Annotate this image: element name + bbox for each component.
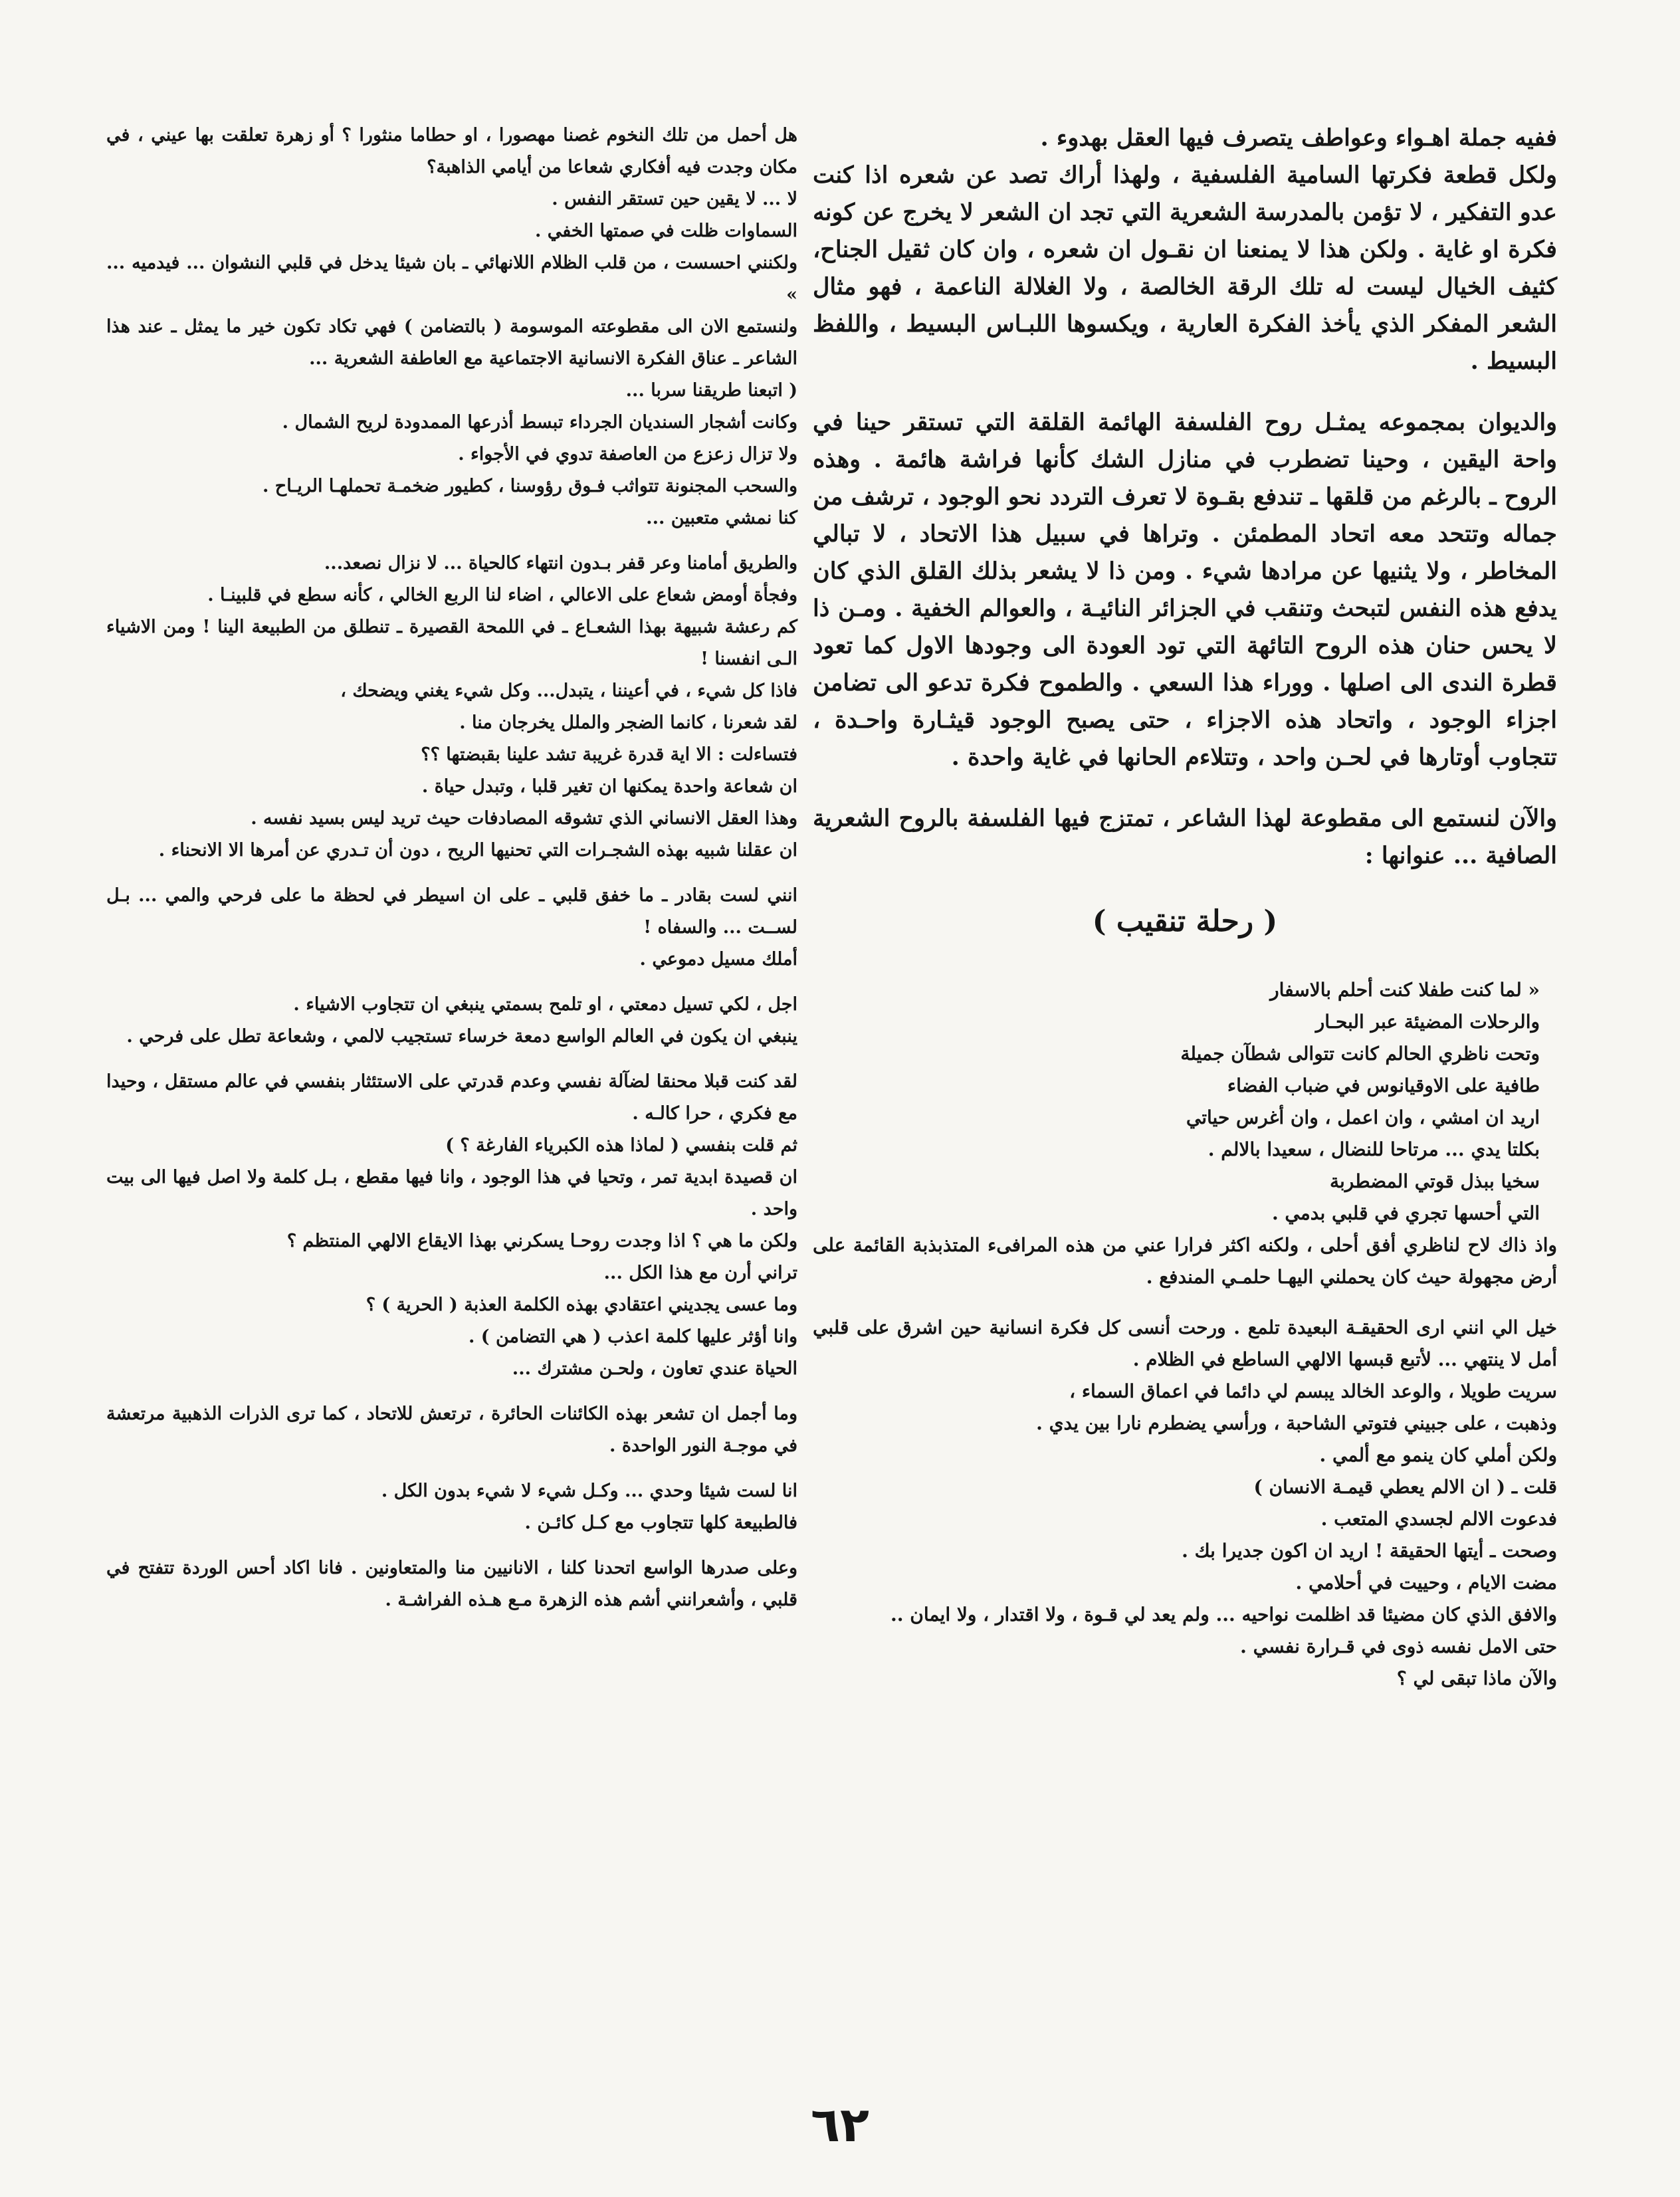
page-number: ٦٢ <box>811 2097 869 2152</box>
intro-text <box>813 120 1557 875</box>
text-line: السماوات ظلت في صمتها الخفي . <box>534 221 797 241</box>
text-line: فاذا كل شيء ، في أعيننا ، يتبدل... وكل شيء يغني ويضحك ، <box>340 680 797 701</box>
text-line: فالطبيعة كلها تتجاوب مع كـل كائـن . <box>524 1513 797 1533</box>
text-line: لقد كنت قبلا محنقا لضآلة نفسي وعدم قدرتي على الاستئثار بنفسي في عالم مستقل ، وحيدا مع فكري ، حرا كالـه . <box>106 1071 797 1124</box>
text-line: كم رعشة شبيهة بهذا الشعـاع ـ في اللمحة القصيرة ـ تنطلق من الطبيعة الينا ! ومن الاشياء الـى انفسنا ! <box>106 617 797 669</box>
stanza-break <box>813 1293 1557 1312</box>
text-line: وهذا العقل الانساني الذي تشوقه المصادفات حيث تريد ليس بسيد نفسه . <box>251 808 797 829</box>
poem-line: التي أحسها تجري في قلبي بدمي . <box>1271 1202 1540 1224</box>
text-line: لقد شعرنا ، كانما الضجر والملل يخرجان منا . <box>459 712 797 733</box>
text-line: ولنستمع الان الى مقطوعته الموسومة ( بالتضامن ) فهي تكاد تكون خير ما يمثل ـ عند هذا الشاعر ـ عناق الفكرة الانسانية الاجتماعية مع العاطفة الشعرية ... <box>106 316 797 369</box>
text-line: وما عسى يجديني اعتقادي بهذه الكلمة العذبة ( الحرية ) ؟ <box>366 1295 797 1315</box>
left-column <box>106 120 797 1616</box>
paragraph: ففيه جملة اهـواء وعواطف يتصرف فيها العقل بهدوء . <box>1040 124 1557 152</box>
text-line: والسحب المجنونة تتواثب فـوق رؤوسنا ، كطيور ضخمـة تحملهـا الريـاح . <box>262 476 797 496</box>
poem-line: قلت ـ ( ان الالم يعطي قيمـة الانسان ) <box>1253 1476 1557 1498</box>
poem-line: سخيا ببذل قوتي المضطربة <box>1329 1170 1540 1192</box>
section-break <box>106 976 797 989</box>
poem-line: والافق الذي كان مضيئا قد اظلمت نواحيه ... ولم يعد لي قـوة ، ولا اقتدار ، ولا ايمان .. <box>891 1604 1557 1625</box>
poem-line: سريت طويلا ، والوعد الخالد يبسم لي دائما في اعماق السماء ، <box>1069 1380 1557 1402</box>
text-line: وفجأة أومض شعاع على الاعالي ، اضاء لنا الربع الخالي ، كأنه سطع في قلبينـا . <box>207 585 797 605</box>
text-line: ان قصيدة ابدية تمر ، وتحيا في هذا الوجود ، وانا فيها مقطع ، بـل كلمة ولا اصل فيها الى بيت واحد . <box>106 1167 797 1219</box>
poem-line: بكلتا يدي ... مرتاحا للنضال ، سعيدا بالالم . <box>1208 1138 1540 1160</box>
text-line: الحياة عندي تعاون ، ولحـن مشترك ... <box>512 1358 797 1379</box>
text-line: ان عقلنا شبيه بهذه الشجـرات التي تحنيها الريح ، دون أن تـدري عن أمرها الا الانحناء . <box>158 840 797 861</box>
poem-line: مضت الايام ، وحييت في أحلامي . <box>1295 1572 1557 1594</box>
text-line: ( اتبعنا طريقنا سربا ... <box>625 380 797 401</box>
text-line: وما أجمل ان تشعر بهذه الكائنات الحائرة ، ترتعش للاتحاد ، كما ترى الذرات الذهبية مرتعشة في موجـة النور الواحدة . <box>106 1404 797 1456</box>
poem-line: طافية على الاوقيانوس في ضباب الفضاء <box>1227 1075 1540 1097</box>
poem-line: حتى الامل نفسه ذوى في قـرارة نفسي . <box>1240 1635 1557 1657</box>
poem-line: خيل الي انني ارى الحقيقـة البعيدة تلمع . ورحت أنسى كل فكرة انسانية حين اشرق على قلبي أمل لا ينتهي ... لأتبع قبسها الالهي الساطع في الظلام . <box>813 1316 1557 1370</box>
text-line: تراني أرن مع هذا الكل ... <box>603 1263 797 1283</box>
poem-line: ولكن أملي كان ينمو مع ألمي . <box>1319 1444 1557 1466</box>
section-break <box>106 1053 797 1066</box>
poem-title: ( رحلة تنقيب ) <box>1092 904 1278 938</box>
text-line: كنا نمشي متعبين ... <box>646 508 797 528</box>
text-line: اجل ، لكي تسيل دمعتي ، او تلمح بسمتي ينبغي ان تتجاوب الاشياء . <box>293 994 797 1015</box>
paragraph: والآن لنستمع الى مقطوعة لهذا الشاعر ، تمتزج فيها الفلسفة بالروح الشعرية الصافية ... عنوانها : <box>813 805 1557 869</box>
paragraph: والديوان بمجموعه يمثـل روح الفلسفة الهائمة القلقة التي تستقر حينا في واحة اليقين ، وحينا تضطرب في منازل الشك كأنها فراشة هائمة . وهذه الروح ـ بالرغم من قلقها ـ تندفع بقـوة لا تعرف التردد نحو الوجود ، ترشف من جماله وتتحد معه اتحاد المطمئن . وتراها في سبيل هذا الاتحاد ، لا تبالي المخاطر ، ولا يثنيها عن مرادها شيء . ومن ذا لا يشعر بذلك القلق الذي كان يدفع هذه النفس لتبحث وتنقب في الجزائر النائيـة ، والعوالم الخفية . ومـن ذا لا يحس حنان هذه الروح التائهة التي تود العودة الى وجودها الاول كما تعود قطرة الندى الى اصلها . ووراء هذا السعي . والطموح فكرة تدعو الى تضامن اجزاء الوجود ، واتحاد هذه الاجزاء ، حتى يصبح الوجود قيثـارة واحـدة ، تتجاوب أوتارها في لحـن واحد ، وتتلاءم الحانها في غاية واحدة . <box>813 409 1557 771</box>
text-line: والطريق أمامنا وعر قفر بـدون انتهاء كالحياة ... لا نزال نصعد... <box>324 553 797 574</box>
poem-line: اريد ان امشي ، وان اعمل ، وان أغرس حياتي <box>1186 1106 1540 1128</box>
poem-line: وذهبت ، على جبيني فتوتي الشاحبة ، ورأسي يضطرم نارا بين يدي . <box>1036 1412 1557 1434</box>
paragraph: ولكل قطعة فكرتها السامية الفلسفية ، ولهذا أراك تصد عن شعره اذا كنت عدو التفكير ، لا تؤمن بالمدرسة الشعرية التي تجد ان الشعر لا يخرج عن كونه فكرة او غاية . ولكن هذا لا يمنعنا ان نقـول ان شعره ، وان كان ثقيل الجناح، كثيف الخيال ليست له تلك الرقة الخالصة ، ولا الغلالة الناعمة ، فهو مثال الشعر المفكر الذي يأخذ الفكرة العارية ، ويكسوها اللبـاس البسيط ، واللفظ البسيط . <box>813 161 1557 375</box>
section-break <box>106 867 797 880</box>
text-line: ولكنني احسست ، من قلب الظلام اللانهائي ـ بان شيئا يدخل في قلبي النشوان ... فيدميه ... » <box>106 253 797 305</box>
section-break <box>106 534 797 548</box>
text-line: أملك مسيل دموعي . <box>639 949 797 970</box>
text-line: هل أحمل من تلك النخوم غصنا مهصورا ، او حطاما منثورا ؟ أو زهرة تعلقت بها عيني ، في مكان وجدت فيه أفكاري شعاعا من أيامي الذاهبة؟ <box>106 125 797 177</box>
poem-line: واذ ذاك لاح لناظري أفق أحلى ، ولكنه اكثر فرارا عني من هذه المرافىء المتذبذبة القائمة على أرض مجهولة حيث كان يحملني اليهـا حلمـي المندفع . <box>813 1234 1557 1288</box>
poem-line: « لما كنت طفلا كنت أحلم بالاسفار <box>1270 979 1540 1001</box>
poem-line: فدعوت الالم لجسدي المتعب . <box>1320 1508 1557 1530</box>
text-line: لا ... لا يقين حين تستقر النفس . <box>552 189 797 209</box>
poem-line: والرحلات المضيئة عبر البحـار <box>1315 1011 1540 1033</box>
section-break <box>106 1539 797 1552</box>
text-line: انا لست شيئا وحدي ... وكـل شيء لا شيء بدون الكل . <box>381 1481 797 1501</box>
section-break <box>106 1462 797 1475</box>
poem-line: والآن ماذا تبقى لي ؟ <box>1396 1667 1557 1689</box>
poem <box>813 974 1557 1695</box>
text-line: ان شعاعة واحدة يمكنها ان تغير قلبا ، وتبدل حياة . <box>421 776 797 797</box>
text-line: ولا تزال زعزع من العاصفة تدوي في الأجواء . <box>458 444 797 465</box>
text-line: وانا أؤثر عليها كلمة اعذب ( هي التضامن ) . <box>468 1326 797 1347</box>
text-line: ولكن ما هي ؟ اذا وجدت روحـا يسكرني بهذا الايقاع الالهي المنتظم ؟ <box>286 1231 797 1251</box>
section-break <box>106 1385 797 1398</box>
text-line: وعلى صدرها الواسع اتحدنا كلنا ، الانانيين منا والمتعاونين . فانا اكاد أحس الوردة تتفتح في قلبي ، وأشعرانني أشم هذه الزهرة مـع هـذه الفراشـة . <box>106 1558 797 1610</box>
poem-line: وصحت ـ أيتها الحقيقة ! اريد ان اكون جديرا بك . <box>1182 1540 1557 1562</box>
text-line: فتساءلت : الا اية قدرة غريبة تشد علينا بقبضتها ؟؟ <box>421 744 797 765</box>
poem-line: وتحت ناظري الحالم كانت تتوالى شطآن جميلة <box>1180 1043 1540 1065</box>
text-line: انني لست بقادر ـ ما خفق قلبي ـ على ان اسيطر في لحظة ما على فرحي والمي ... بـل لســت ... والسفاه ! <box>106 885 797 938</box>
text-line: وكانت أشجار السنديان الجرداء تبسط أذرعها الممدودة لريح الشمال . <box>282 412 797 433</box>
right-column <box>813 120 1557 1695</box>
text-line: ثم قلت بنفسي ( لماذا هذه الكبرياء الفارغة ؟ ) <box>445 1135 797 1156</box>
text-line: ينبغي ان يكون في العالم الواسع دمعة خرساء تستجيب لالمي ، وشعاعة تطل على فرحي . <box>126 1026 797 1047</box>
